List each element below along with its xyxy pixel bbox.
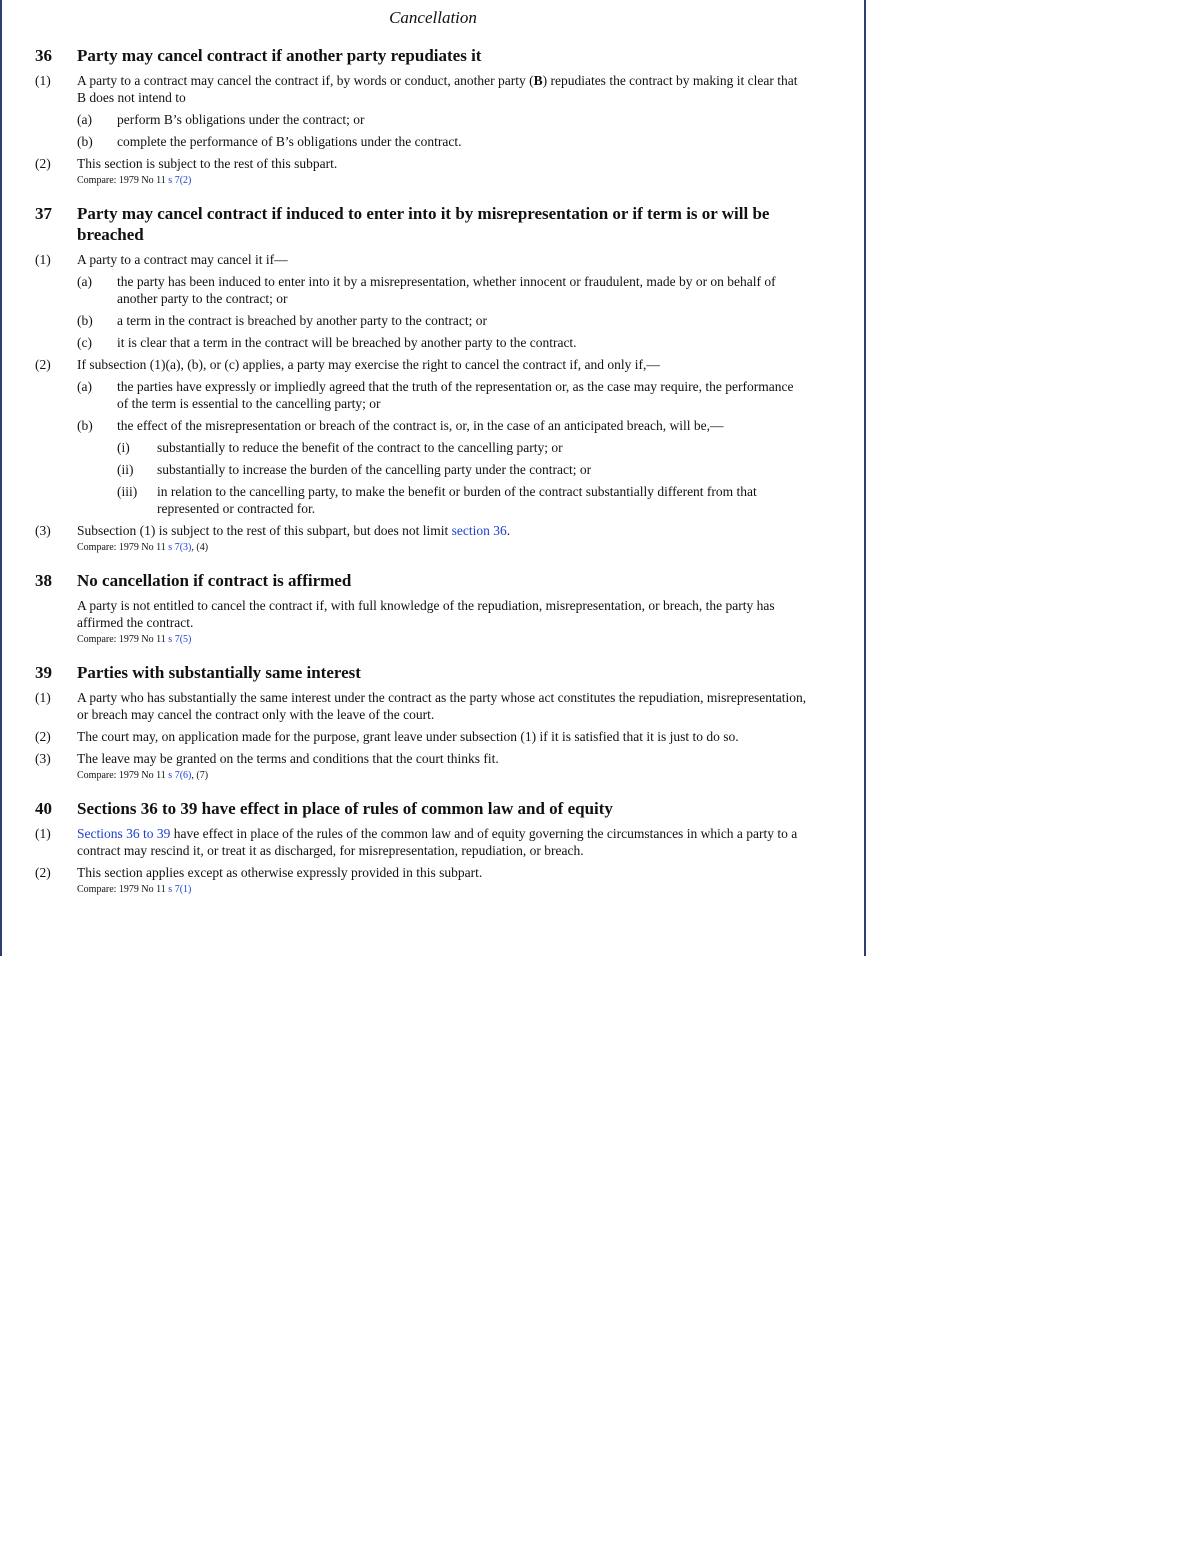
subsection-number: (1) bbox=[35, 252, 51, 267]
compare-text: Compare: 1979 No 11 bbox=[77, 175, 169, 186]
subparagraph-number: (i) bbox=[117, 440, 130, 455]
compare-link[interactable]: s 7(1) bbox=[168, 884, 192, 895]
section-36-link[interactable]: section 36 bbox=[451, 523, 507, 538]
sections-36-39-link[interactable]: Sections 36 to 39 bbox=[77, 826, 171, 841]
paragraph bbox=[35, 334, 807, 351]
section-title bbox=[35, 570, 807, 591]
subsection-text: The leave may be granted on the terms and conditions that the court thinks fit. bbox=[77, 751, 499, 766]
compare-text: Compare: 1979 No 11 bbox=[77, 542, 169, 553]
subparagraph bbox=[35, 461, 807, 478]
subsection-text: A party to a contract may cancel it if— bbox=[77, 252, 288, 267]
subsection-number: (2) bbox=[35, 156, 51, 171]
subsection-number: (2) bbox=[35, 865, 51, 880]
paragraph bbox=[35, 111, 807, 128]
paragraph-number: (b) bbox=[77, 134, 93, 149]
compare-note bbox=[35, 770, 807, 782]
section-title-text: Party may cancel contract if induced to enter into it by misrepresentation or if term is or will be breached bbox=[77, 204, 770, 244]
paragraph bbox=[35, 133, 807, 150]
subparagraph-number: (ii) bbox=[117, 462, 134, 477]
paragraph-text: the parties have expressly or impliedly agreed that the truth of the representation or, as the case may require, the performance of the term is essential to the cancelling party; or bbox=[117, 379, 794, 411]
compare-link[interactable]: s 7(2) bbox=[168, 175, 192, 186]
paragraph bbox=[35, 312, 807, 329]
paragraph-number: (b) bbox=[77, 418, 93, 433]
paragraph-number: (b) bbox=[77, 313, 93, 328]
subsection-text: A party who has substantially the same interest under the contract as the party whose act constitutes the repudiation, misrepresentation, or breach may cancel the contract only with the leave of the court. bbox=[77, 690, 807, 722]
subsection-text: have effect in place of the rules of the common law and of equity governing the circumstances in which a party to a contract may rescind it, or treat it as discharged, for misrepresentation, repudiation, or breach. bbox=[77, 826, 798, 858]
paragraph bbox=[35, 378, 807, 412]
subsection-text: The court may, on application made for the purpose, grant leave under subsection (1) if it is satisfied that it is just to do so. bbox=[77, 729, 739, 744]
subsection bbox=[35, 689, 807, 723]
document-page bbox=[0, 0, 866, 956]
compare-note bbox=[35, 884, 807, 896]
subsection-text: This section applies except as otherwise expressly provided in this subpart. bbox=[77, 865, 483, 880]
section-number: 38 bbox=[35, 571, 52, 590]
compare-link[interactable]: s 7(5) bbox=[168, 634, 192, 645]
compare-link[interactable]: s 7(6) bbox=[168, 770, 192, 781]
section-number: 37 bbox=[35, 204, 52, 223]
compare-note bbox=[35, 175, 807, 187]
subsection-number: (1) bbox=[35, 690, 51, 705]
paragraph-number: (c) bbox=[77, 335, 92, 350]
compare-text: Compare: 1979 No 11 bbox=[77, 884, 169, 895]
section-title-text: Parties with substantially same interest bbox=[77, 663, 361, 682]
paragraph-number: (a) bbox=[77, 379, 92, 394]
section-number: 36 bbox=[35, 46, 52, 65]
subsection-text: ) repudiates the contract by making it clear that B does not intend to bbox=[77, 73, 798, 105]
paragraph-text: a term in the contract is breached by another party to the contract; or bbox=[117, 313, 487, 328]
paragraph bbox=[35, 273, 807, 307]
compare-link[interactable]: s 7(3) bbox=[168, 542, 192, 553]
section-40 bbox=[35, 798, 807, 896]
section-text: A party is not entitled to cancel the contract if, with full knowledge of the repudiation, misrepresentation, or breach, the party has affirmed the contract. bbox=[77, 598, 775, 630]
paragraph-text: complete the performance of B’s obligations under the contract. bbox=[117, 134, 462, 149]
subsection-text: . bbox=[506, 523, 511, 538]
subsection bbox=[35, 750, 807, 767]
subsection-number: (2) bbox=[35, 729, 51, 744]
part-heading: Cancellation bbox=[389, 8, 477, 27]
compare-note bbox=[35, 634, 807, 646]
section-number: 39 bbox=[35, 663, 52, 682]
subsection bbox=[35, 522, 807, 539]
section-title-text: Party may cancel contract if another party repudiates it bbox=[77, 46, 482, 65]
subsection-number: (1) bbox=[35, 826, 51, 841]
subsection bbox=[35, 864, 807, 881]
paragraph-text: perform B’s obligations under the contract; or bbox=[117, 112, 365, 127]
subsection-text: Subsection (1) is subject to the rest of this subpart, but does not limit bbox=[77, 523, 452, 538]
subsection-number: (2) bbox=[35, 357, 51, 372]
paragraph-text: the party has been induced to enter into it by a misrepresentation, whether innocent or fraudulent, made by or on behalf of another party to the contract; or bbox=[117, 274, 776, 306]
paragraph-text: it is clear that a term in the contract will be breached by another party to the contract. bbox=[117, 335, 577, 350]
section-title bbox=[35, 798, 807, 819]
subsection bbox=[35, 72, 807, 106]
subparagraph-text: substantially to reduce the benefit of the contract to the cancelling party; or bbox=[157, 440, 563, 455]
subparagraph-text: substantially to increase the burden of the cancelling party under the contract; or bbox=[157, 462, 592, 477]
section-number: 40 bbox=[35, 799, 52, 818]
paragraph-number: (a) bbox=[77, 274, 92, 289]
section-38 bbox=[35, 570, 807, 646]
subsection-text: If subsection (1)(a), (b), or (c) applies, a party may exercise the right to cancel the contract if, and only if,— bbox=[77, 357, 660, 372]
subsection bbox=[35, 155, 807, 172]
paragraph-text: the effect of the misrepresentation or breach of the contract is, or, in the case of an anticipated breach, will be,— bbox=[117, 418, 724, 433]
subsection-number: (3) bbox=[35, 751, 51, 766]
paragraph bbox=[35, 417, 807, 434]
compare-text: , (4) bbox=[191, 542, 209, 553]
section-title-text: No cancellation if contract is affirmed bbox=[77, 571, 352, 590]
subsection-text: A party to a contract may cancel the contract if, by words or conduct, another party ( bbox=[77, 73, 534, 88]
compare-text: Compare: 1979 No 11 bbox=[77, 770, 169, 781]
section-37 bbox=[35, 203, 807, 554]
compare-text: , (7) bbox=[191, 770, 209, 781]
section-title bbox=[35, 203, 807, 245]
defined-term: B bbox=[533, 73, 543, 88]
subparagraph bbox=[35, 439, 807, 456]
subsection bbox=[35, 728, 807, 745]
subparagraph-text: in relation to the cancelling party, to make the benefit or burden of the contract substantially different from that represented or contracted for. bbox=[157, 484, 757, 516]
compare-note bbox=[35, 542, 807, 554]
subparagraph bbox=[35, 483, 807, 517]
subparagraph-number: (iii) bbox=[117, 484, 138, 499]
section-39 bbox=[35, 662, 807, 782]
subsection-text: This section is subject to the rest of this subpart. bbox=[77, 156, 338, 171]
section-36 bbox=[35, 45, 807, 187]
compare-text: Compare: 1979 No 11 bbox=[77, 634, 169, 645]
section-title bbox=[35, 662, 807, 683]
paragraph-number: (a) bbox=[77, 112, 92, 127]
subsection bbox=[35, 356, 807, 373]
section-title bbox=[35, 45, 807, 66]
subsection-number: (1) bbox=[35, 73, 51, 88]
subsection-number: (3) bbox=[35, 523, 51, 538]
section-title-text: Sections 36 to 39 have effect in place of rules of common law and of equity bbox=[77, 799, 613, 818]
subsection bbox=[35, 251, 807, 268]
subsection bbox=[35, 825, 807, 859]
